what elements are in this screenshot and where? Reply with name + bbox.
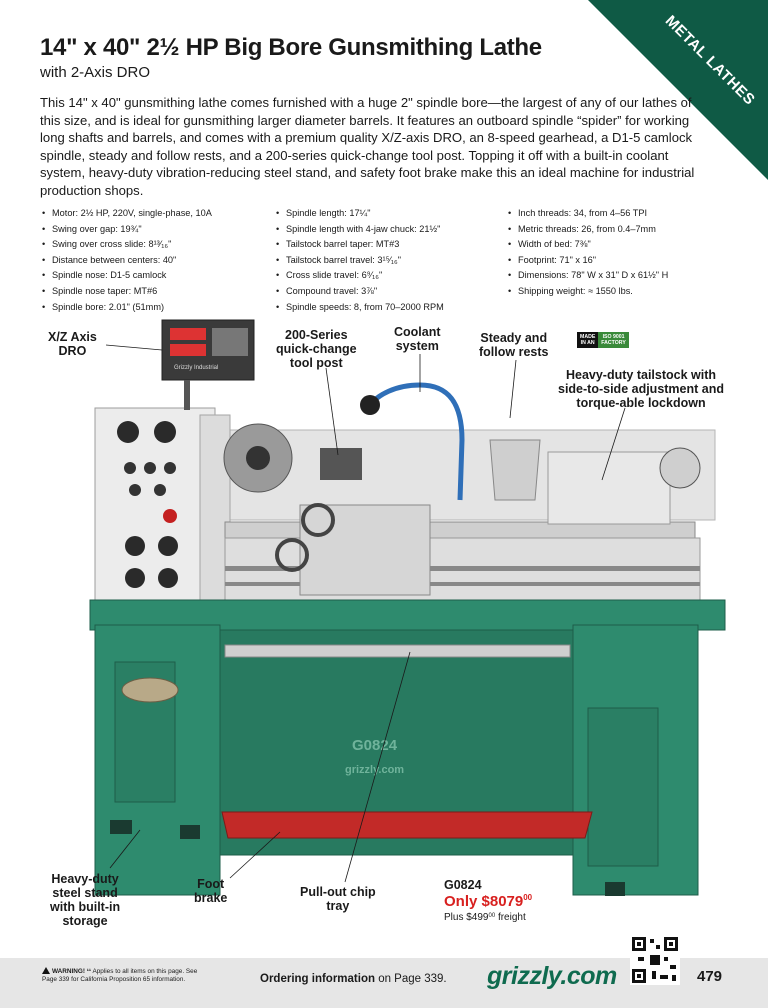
ordering-info: Ordering information on Page 339. <box>260 973 447 985</box>
freight-price: Plus $\$499^{00}$ freight <box>444 912 526 923</box>
spec-list-1 <box>42 206 212 315</box>
price-prefix: Only $ <box>444 893 490 910</box>
page-number: 479 <box>697 968 723 985</box>
cabinet-door <box>588 708 658 866</box>
tailstock <box>548 452 670 524</box>
price-cents: 00 <box>523 893 533 902</box>
iso-badge <box>577 332 629 348</box>
spec-item: • Metric threads: 26, from 0.4–7mm <box>508 222 668 238</box>
callout-coolant: Coolant system <box>394 325 441 353</box>
made-in-label: MADE IN AN <box>577 332 598 348</box>
tool-post <box>320 448 362 480</box>
gear-knob <box>154 421 176 443</box>
spec-item: • Width of bed: 7⅜" <box>508 237 668 253</box>
product-title: 14" x 40" 2½ HP Big Bore Gunsmithing Lathe <box>40 34 542 61</box>
spec-item: • Cross slide travel: 6⁹⁄₁₆" <box>276 268 444 284</box>
spec-item: • Swing over cross slide: 8¹³⁄₁₆" <box>42 237 212 253</box>
spec-item: • Motor: 2½ HP, 220V, single-phase, 10A <box>42 206 212 222</box>
spec-item: • Shipping weight: ≈ 1550 lbs. <box>508 284 668 300</box>
warning-icon <box>42 967 50 974</box>
work-lamp <box>360 395 380 415</box>
product-description: This 14" x 40" gunsmithing lathe comes furnished with a huge 2" spindle bore—the largest of any of our lathes of this size, and is ideal for gunsmithing larger diameter barrels. It features an outboard spindle “spider” for working long shafts and barrels, and comes with a premium quality X/Z-axis DRO, an 8-speed gearhead, a D1-5 camlock spindle, steady and follow rests, and a 200-series quick-change tool post. Topping it off with a built-in coolant system, heavy-duty vibration-reducing steel stand, and safety foot brake make this an ideal machine for industrial production shops. <box>40 95 695 198</box>
qr-code <box>630 935 680 985</box>
callout-rests: Steady and follow rests <box>479 331 549 359</box>
prop65-warning: WARNING! ¹¹ Applies to all items on this page. See Page 339 for California Proposition 65 information. <box>42 968 198 983</box>
spec-item: • Spindle bore: 2.01" (51mm) <box>42 300 212 316</box>
price-dollars: 8079 <box>489 893 524 910</box>
grizzly-brand: grizzly.com <box>487 962 617 990</box>
callout-toolpost: 200-Series quick-change tool post <box>276 328 357 370</box>
tailstock-wheel <box>660 448 700 488</box>
spec-item: • Tailstock barrel travel: 3¹⁵⁄₁₆" <box>276 253 444 269</box>
spec-item: • Spindle nose: D1-5 camlock <box>42 268 212 284</box>
spec-item: • Footprint: 71" x 16" <box>508 253 668 269</box>
spec-item: • Spindle length: 17¼" <box>276 206 444 222</box>
spec-item: • Distance between centers: 40" <box>42 253 212 269</box>
product-sku: G0824 <box>444 878 482 892</box>
spec-item: • Spindle length with 4-jaw chuck: 21½" <box>276 222 444 238</box>
model-plate: G0824 <box>352 737 398 754</box>
chip-tray <box>225 645 570 657</box>
callout-chiptray: Pull-out chip tray <box>300 885 376 913</box>
iso-label: ISO 9001 FACTORY <box>598 332 629 348</box>
spec-item: • Compound travel: 3⅞" <box>276 284 444 300</box>
brand-plate: grizzly.com <box>345 764 405 776</box>
carriage <box>300 505 430 595</box>
gear-knob <box>117 421 139 443</box>
spec-list-2 <box>276 206 444 315</box>
dro-brand: Grizzly Industrial <box>174 365 219 371</box>
spec-item: • Spindle nose taper: MT#6 <box>42 284 212 300</box>
price <box>444 893 532 910</box>
product-subtitle: with 2-Axis DRO <box>40 64 151 81</box>
spec-item: • Spindle speeds: 8, from 70–2000 RPM <box>276 300 444 316</box>
headstock <box>95 408 215 606</box>
emergency-stop <box>163 509 177 523</box>
spec-item: • Swing over gap: 19¾" <box>42 222 212 238</box>
spec-item: • Tailstock barrel taper: MT#3 <box>276 237 444 253</box>
spec-item: • Dimensions: 78" W x 31" D x 61½" H <box>508 268 668 284</box>
spec-list-3 <box>508 206 668 300</box>
callout-dro: X/Z Axis DRO <box>48 330 97 358</box>
section-label: METAL LATHES <box>661 12 759 109</box>
steady-rest <box>490 440 540 500</box>
spec-item: • Inch threads: 34, from 4–56 TPI <box>508 206 668 222</box>
callout-tailstock: Heavy-duty tailstock with side-to-side adjustment and torque-able lockdown <box>558 368 724 410</box>
callout-brake: Foot brake <box>194 877 228 905</box>
callout-stand: Heavy-duty steel stand with built-in storage <box>50 872 121 928</box>
grizzly-logo-badge <box>122 678 178 702</box>
